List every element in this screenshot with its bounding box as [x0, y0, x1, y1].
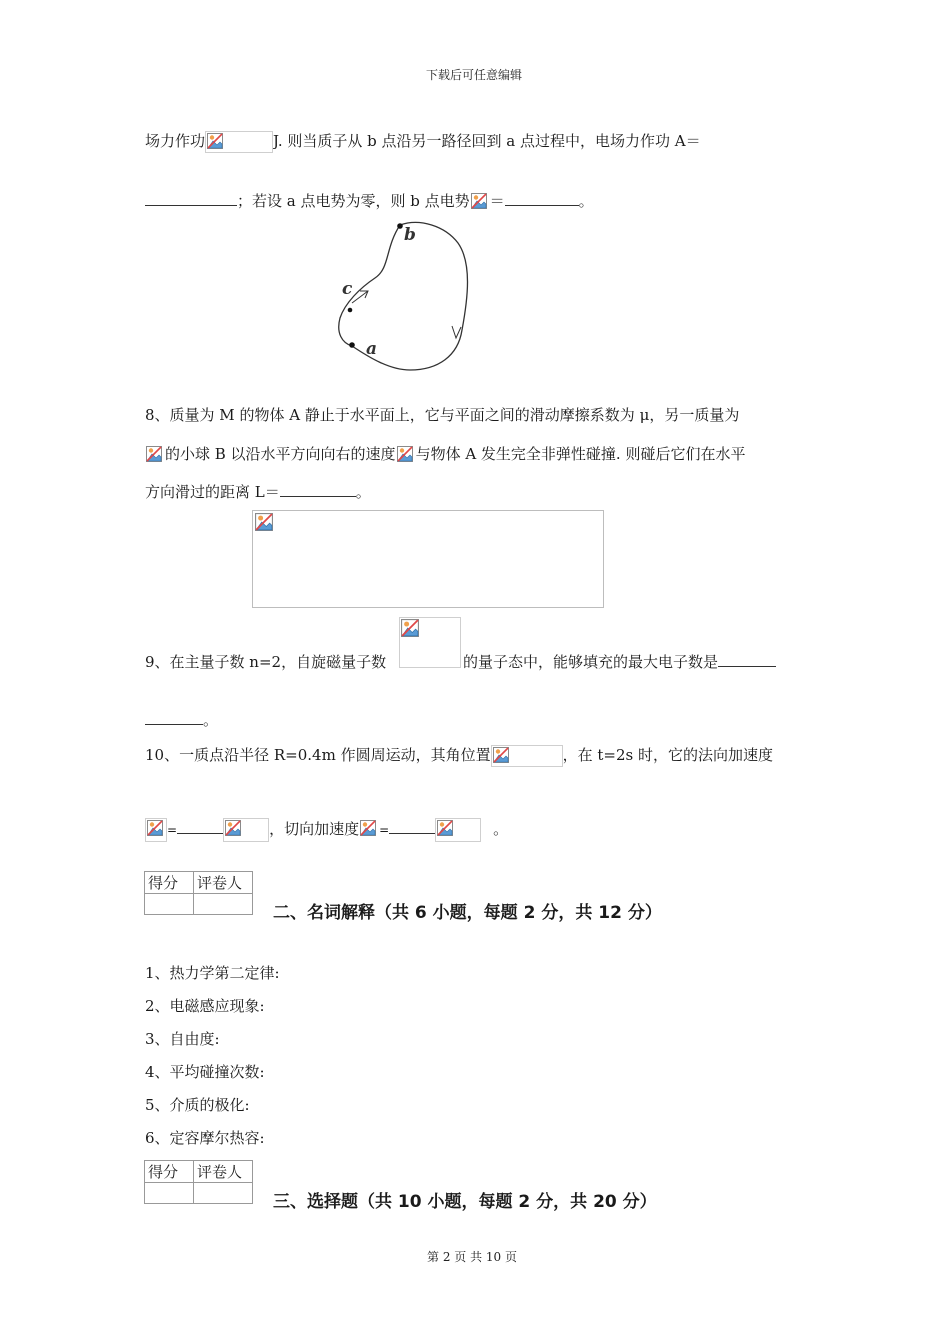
angular-position-image — [491, 745, 563, 767]
list-item: 2、电磁感应现象: — [145, 997, 265, 1015]
q10-text-a: 10、一质点沿半径 R=0.4m 作圆周运动，其角位置 — [145, 746, 491, 764]
q7-line2-mid: ；若设 a 点电势为零，则 b 点电势 — [237, 192, 470, 210]
point-c — [348, 308, 353, 313]
normal-accel-symbol-image — [145, 818, 167, 842]
solution-image-box — [252, 510, 604, 608]
header-note: 下载后可任意编辑 — [426, 68, 523, 82]
answer-blank — [145, 191, 237, 206]
mass-symbol-image — [145, 445, 165, 465]
section2-list — [145, 957, 280, 1155]
answer-blank — [280, 482, 356, 497]
unit-image — [435, 818, 481, 842]
section3-title: 三、选择题（共 10 小题，每题 2 分，共 20 分） — [273, 1192, 657, 1212]
broken-image-icon — [471, 193, 487, 209]
broken-image-icon — [225, 820, 241, 836]
grader-cell — [194, 1183, 253, 1204]
list-item: 6、定容摩尔热容: — [145, 1129, 265, 1147]
q8-line2-a: 的小球 B 以沿水平方向向右的速度 — [165, 445, 396, 463]
score-label: 得分 — [145, 1161, 194, 1183]
q10-end: 。 — [493, 820, 509, 838]
score-cell — [145, 1183, 194, 1204]
path-diagram — [330, 218, 480, 378]
tangent-accel-symbol-image — [359, 819, 379, 841]
label-c: c — [342, 279, 353, 299]
answer-blank — [177, 819, 223, 834]
q10-tangent-text: ，切向加速度 — [269, 820, 360, 838]
section2-title: 二、名词解释（共 6 小题，每题 2 分，共 12 分） — [273, 903, 662, 923]
label-b: b — [404, 225, 416, 245]
q10-line2 — [145, 818, 508, 842]
broken-image-icon — [401, 619, 419, 637]
q8-line3 — [145, 482, 371, 502]
q7-line2-end: 。 — [578, 192, 594, 210]
broken-image-icon — [146, 446, 162, 462]
q8-line3-end: 。 — [355, 483, 371, 501]
broken-image-icon — [147, 820, 163, 836]
q7-line2 — [145, 191, 594, 212]
page-footer: 第 2 页 共 10 页 — [427, 1250, 517, 1264]
grader-cell — [194, 894, 253, 915]
list-item: 5、介质的极化: — [145, 1096, 250, 1114]
list-item: 4、平均碰撞次数: — [145, 1063, 265, 1081]
q7-line1-end: J. 则当质子从 b 点沿另一路径回到 a 点过程中，电场力作功 A＝ — [273, 132, 701, 150]
list-item: 3、自由度: — [145, 1030, 220, 1048]
answer-blank — [145, 710, 203, 725]
q8-line2 — [145, 444, 745, 465]
score-table — [144, 871, 253, 915]
q10-eq-1: = — [167, 823, 178, 837]
list-item: 1、热力学第二定律: — [145, 964, 280, 982]
answer-blank — [505, 191, 579, 206]
broken-image-icon — [397, 446, 413, 462]
broken-image-icon — [207, 133, 223, 149]
answer-blank — [718, 652, 776, 667]
potential-symbol-image — [470, 192, 490, 212]
broken-image-icon — [360, 820, 376, 836]
q8-line2-b: 与物体 A 发生完全非弹性碰撞. 则碰后它们在水平 — [415, 445, 746, 463]
answer-blank — [389, 819, 435, 834]
q8-line3-text: 方向滑过的距离 L＝ — [145, 483, 280, 501]
q10-eq-2: = — [379, 823, 390, 837]
q10-text-b: ，在 t=2s 时，它的法向加速度 — [562, 746, 773, 764]
q9-line1-rest — [463, 652, 776, 672]
velocity-symbol-image — [396, 445, 416, 465]
q9-line2-end: 。 — [203, 711, 219, 729]
grader-label: 评卷人 — [194, 1161, 253, 1183]
q8-line1: 8、质量为 M 的物体 A 静止于水平面上，它与平面之间的滑动摩擦系数为 μ，另一质量为 — [145, 406, 740, 424]
grader-label: 评卷人 — [194, 872, 253, 894]
spin-quantum-image — [399, 617, 461, 668]
q7-line1-start: 场力作功 — [145, 132, 206, 150]
score-cell — [145, 894, 194, 915]
q9-text-b: 的量子态中，能够填充的最大电子数是 — [463, 653, 719, 671]
formula-image — [205, 131, 273, 153]
q9-line2 — [145, 710, 218, 730]
label-a: a — [366, 339, 378, 359]
point-a — [349, 342, 355, 348]
q7-equals: ＝ — [489, 192, 505, 210]
q9-text-a: 9、在主量子数 n=2，自旋磁量子数 — [145, 653, 387, 671]
q10-line1 — [145, 745, 773, 767]
score-table — [144, 1160, 253, 1204]
broken-image-icon — [493, 747, 509, 763]
broken-image-icon — [255, 513, 273, 531]
q7-line1 — [145, 131, 701, 153]
broken-image-icon — [437, 820, 453, 836]
unit-image — [223, 818, 269, 842]
arrow-right-head — [452, 326, 461, 338]
score-label: 得分 — [145, 872, 194, 894]
point-b — [397, 223, 403, 229]
